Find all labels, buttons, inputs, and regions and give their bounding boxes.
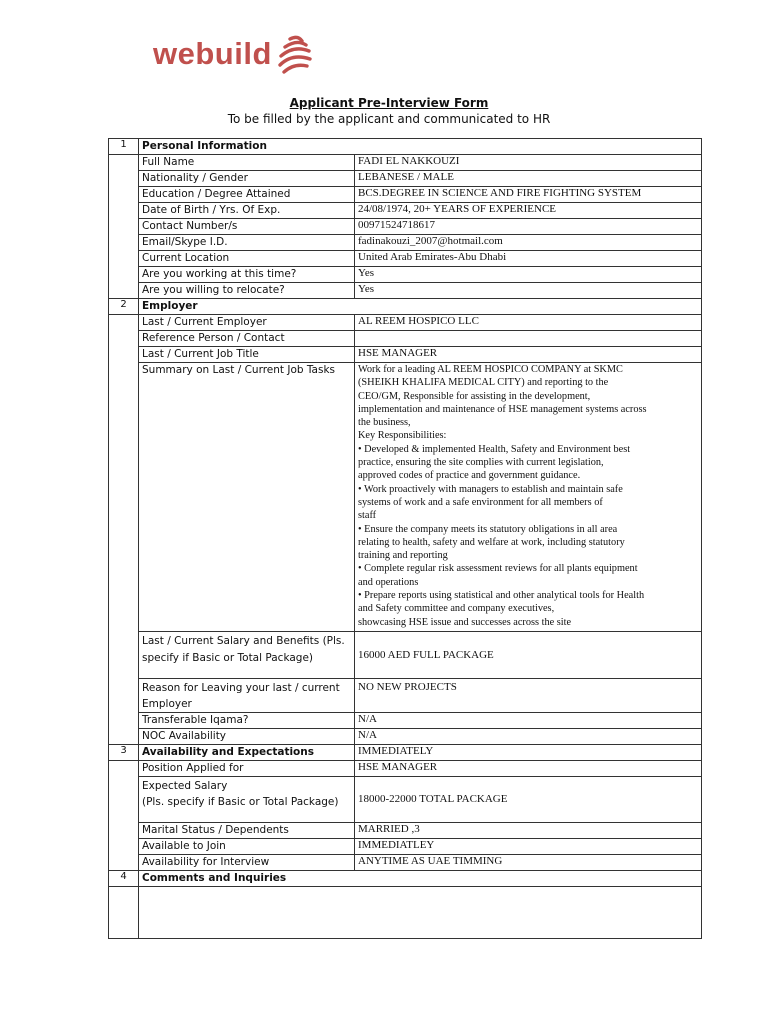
table-row (109, 729, 702, 745)
table-row (109, 823, 702, 839)
table-row (109, 219, 702, 235)
expected-salary-label (139, 777, 355, 823)
section-header-comments (109, 871, 702, 887)
nationality-value[interactable]: LEBANESE / MALE (355, 171, 702, 187)
education-label: Education / Degree Attained (139, 187, 355, 203)
summary-line: relating to health, safety and welfare at work, including statutory (358, 536, 625, 548)
reason-value[interactable]: NO NEW PROJECTS (355, 679, 702, 713)
education-value[interactable]: BCS.DEGREE IN SCIENCE AND FIRE FIGHTING SYSTEM (355, 187, 702, 203)
section-header-employer (109, 299, 702, 315)
summary-line: systems of work and a safe environment for all members of (358, 496, 603, 508)
position-value[interactable]: HSE MANAGER (355, 761, 702, 777)
table-row (109, 251, 702, 267)
section-number: 2 (109, 299, 139, 315)
summary-line: and Safety committee and company executives, (358, 603, 555, 615)
salary-value[interactable]: 16000 AED FULL PACKAGE (355, 632, 702, 679)
dob-value[interactable]: 24/08/1974, 20+ YEARS OF EXPERIENCE (355, 203, 702, 219)
section-header-personal (109, 139, 702, 155)
summary-line: • Developed & implemented Health, Safety and Environment best (358, 443, 631, 455)
summary-line: CEO/GM, Responsible for assisting in the development, (358, 390, 591, 402)
brand-logo (153, 32, 316, 76)
section-header-availability (109, 745, 702, 761)
relocate-label: Are you willing to relocate? (139, 283, 355, 299)
table-row (109, 315, 702, 331)
interview-value[interactable]: ANYTIME AS UAE TIMMING (355, 855, 702, 871)
summary-line: • Complete regular risk assessment reviews for all plants equipment (358, 563, 638, 575)
table-row (109, 171, 702, 187)
summary-line: approved codes of practice and government guidance. (358, 470, 581, 482)
reason-label: Reason for Leaving your last / current Employer (139, 679, 355, 713)
reference-label: Reference Person / Contact (139, 331, 355, 347)
table-row (109, 887, 702, 939)
table-row (109, 855, 702, 871)
summary-line: and operations (358, 576, 419, 588)
summary-label: Summary on Last / Current Job Tasks (139, 363, 355, 632)
table-row (109, 235, 702, 251)
summary-line: • Work proactively with managers to establish and maintain safe (358, 483, 623, 495)
summary-line: practice, ensuring the site complies with current legislation, (358, 457, 604, 469)
location-label: Current Location (139, 251, 355, 267)
section-title-employer: Employer (139, 299, 702, 315)
table-row (109, 267, 702, 283)
table-row (109, 679, 702, 713)
employer-value[interactable]: AL REEM HOSPICO LLC (355, 315, 702, 331)
availability-value[interactable]: IMMEDIATELY (355, 745, 702, 761)
table-row (109, 155, 702, 171)
join-value[interactable]: IMMEDIATLEY (355, 839, 702, 855)
table-row (109, 632, 702, 679)
employer-label: Last / Current Employer (139, 315, 355, 331)
join-label: Available to Join (139, 839, 355, 855)
dob-label: Date of Birth / Yrs. Of Exp. (139, 203, 355, 219)
working-label: Are you working at this time? (139, 267, 355, 283)
section-title-personal: Personal Information (139, 139, 702, 155)
expected-salary-value[interactable]: 18000-22000 TOTAL PACKAGE (355, 777, 702, 823)
section-title-availability: Availability and Expectations (139, 745, 355, 761)
form-subtitle: To be filled by the applicant and communicated to HR (227, 112, 551, 126)
summary-line: the business, (358, 417, 411, 429)
table-row (109, 761, 702, 777)
summary-line: (SHEIKH KHALIFA MEDICAL CITY) and reporting to the (358, 377, 609, 389)
table-row (109, 203, 702, 219)
iqama-label: Transferable Iqama? (139, 713, 355, 729)
interview-label: Availability for Interview (139, 855, 355, 871)
section-number: 4 (109, 871, 139, 887)
contact-value[interactable]: 00971524718617 (355, 219, 702, 235)
reference-value[interactable] (355, 331, 702, 347)
summary-line: implementation and maintenance of HSE management systems across (358, 403, 647, 415)
job-title-value[interactable]: HSE MANAGER (355, 347, 702, 363)
expected-salary-label-line: (Pls. specify if Basic or Total Package) (142, 796, 339, 808)
table-row (109, 777, 702, 823)
summary-line: staff (358, 510, 377, 522)
table-row (109, 187, 702, 203)
comments-value[interactable] (139, 887, 702, 939)
form-title: Applicant Pre-Interview Form (289, 96, 489, 110)
summary-line: Work for a leading AL REEM HOSPICO COMPANY at SKMC (358, 364, 623, 375)
job-title-label: Last / Current Job Title (139, 347, 355, 363)
contact-label: Contact Number/s (139, 219, 355, 235)
full-name-label: Full Name (139, 155, 355, 171)
table-row (109, 363, 702, 632)
summary-line: showcasing HSE issue and successes across the site (358, 616, 572, 628)
brand-name: webuild (153, 36, 272, 71)
summary-value[interactable] (355, 363, 702, 632)
table-row (109, 347, 702, 363)
table-row (109, 283, 702, 299)
summary-line: • Ensure the company meets its statutory obligations in all area (358, 523, 618, 535)
section-title-comments: Comments and Inquiries (139, 871, 702, 887)
email-value[interactable]: fadinakouzi_2007@hotmail.com (355, 235, 702, 251)
expected-salary-label-line: Expected Salary (142, 780, 228, 792)
location-value[interactable]: United Arab Emirates-Abu Dhabi (355, 251, 702, 267)
summary-line: training and reporting (358, 550, 448, 562)
section-number: 3 (109, 745, 139, 761)
working-value[interactable]: Yes (355, 267, 702, 283)
marital-value[interactable]: MARRIED ,3 (355, 823, 702, 839)
noc-value[interactable]: N/A (355, 729, 702, 745)
iqama-value[interactable]: N/A (355, 713, 702, 729)
table-row (109, 331, 702, 347)
summary-line: Key Responsibilities: (358, 430, 447, 442)
nationality-label: Nationality / Gender (139, 171, 355, 187)
email-label: Email/Skype I.D. (139, 235, 355, 251)
marital-label: Marital Status / Dependents (139, 823, 355, 839)
summary-line: • Prepare reports using statistical and other analytical tools for Health (358, 590, 645, 602)
relocate-value[interactable]: Yes (355, 283, 702, 299)
table-row (109, 839, 702, 855)
section-number: 1 (109, 139, 139, 155)
table-row (109, 713, 702, 729)
brand-stripes-icon (276, 33, 316, 75)
full-name-value[interactable]: FADI EL NAKKOUZI (355, 155, 702, 171)
position-label: Position Applied for (139, 761, 355, 777)
noc-label: NOC Availability (139, 729, 355, 745)
applicant-form-table (108, 138, 702, 939)
salary-label: Last / Current Salary and Benefits (Pls. specify if Basic or Total Package) (139, 632, 355, 679)
